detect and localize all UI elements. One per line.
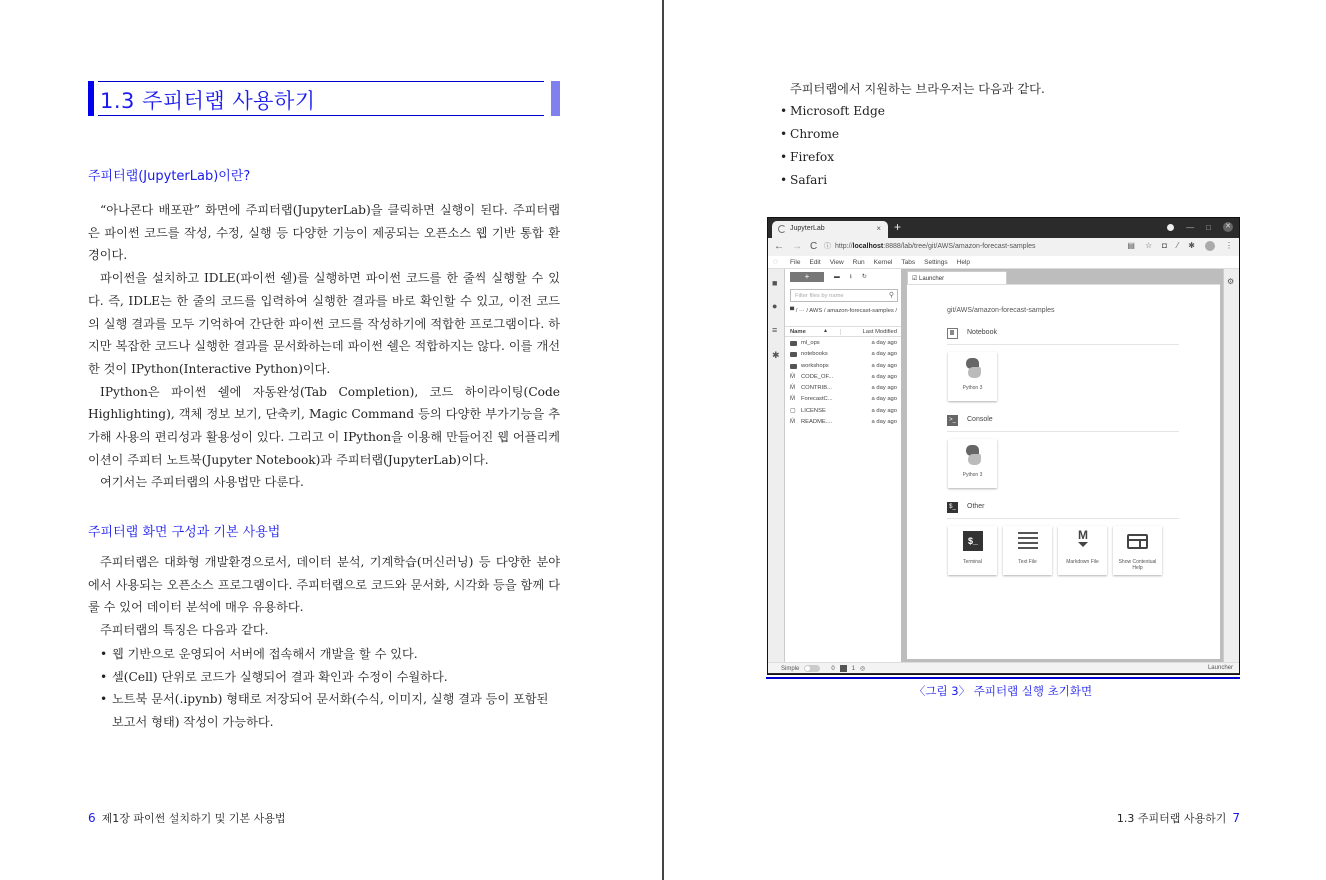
- reload-icon[interactable]: C: [810, 241, 818, 252]
- column-name[interactable]: Name: [790, 329, 806, 335]
- status-active-tab: Launcher: [1207, 665, 1233, 671]
- list-item: • Firefox: [780, 146, 885, 169]
- console-cards: [948, 439, 997, 488]
- file-name: LICENSE: [801, 407, 826, 414]
- extension-icon[interactable]: ✱: [772, 350, 780, 360]
- paragraph: 주피터랩은 대화형 개발환경으로서, 데이터 분석, 기계학습(머신러닝) 등 다양한 분야에서 사용되는 오픈소스 프로그램이다. 주피터랩으로 코드와 문서화, 시각화 등을 함께 다룰 수 있어 데이터 분석에 매우 유용하다.: [88, 555, 560, 615]
- browser-tab[interactable]: [772, 221, 888, 238]
- running-icon[interactable]: ●: [772, 301, 778, 311]
- list-item: • Microsoft Edge: [780, 100, 885, 123]
- tab-launcher[interactable]: ☑ Launcher: [907, 271, 1007, 284]
- menu-view[interactable]: View: [829, 259, 844, 266]
- section-bar-left: [88, 81, 94, 116]
- paragraph: IPython은 파이썬 쉘에 자동완성(Tab Completion), 코드 하이라이팅(Code Highlighting), 객체 정보 보기, 단축키, Magic Command 등의 다양한 부가기능을 추가해 사용의 편리성과 활용성이 있다. 그리고 이 IPython을 이용해 만들어진 웹 어플리케이션이 주피터 노트북(Jupyter Notebook)과 주피터랩(JupyterLab)이다.: [88, 384, 560, 467]
- jupyterlab-screenshot: [767, 217, 1240, 675]
- browsers-intro: 주피터랩에서 지원하는 브라우저는 다음과 같다.: [790, 82, 1045, 96]
- launcher-cwd: git/AWS/amazon-forecast-samples: [947, 307, 1055, 314]
- translate-icon[interactable]: ▤: [1127, 241, 1135, 250]
- file-modified: a day ago: [871, 351, 897, 358]
- file-browser: [785, 269, 904, 662]
- list-item: • 웹 기반으로 운영되어 서버에 접속해서 개발을 할 수 있다.: [100, 643, 562, 666]
- card-label: Terminal: [963, 559, 982, 565]
- notebook-cards: [948, 352, 997, 401]
- terminal-status-icon[interactable]: [840, 665, 847, 672]
- section-label: Notebook: [967, 329, 997, 336]
- star-icon[interactable]: ☆: [1144, 241, 1153, 250]
- new-folder-icon[interactable]: ▬: [834, 274, 840, 280]
- menu-kernel[interactable]: Kernel: [873, 259, 893, 266]
- kernel-count: 1: [851, 665, 856, 672]
- filter-placeholder: Filter files by name: [795, 293, 844, 299]
- page-footer-right: [1117, 810, 1240, 826]
- markdown-file-icon: Ṁ: [790, 419, 795, 426]
- url-host: localhost: [852, 243, 884, 250]
- notebook-icon: [947, 328, 958, 339]
- info-icon: ⓘ: [824, 243, 831, 250]
- file-name: CODE_OF...: [801, 373, 834, 380]
- figure-caption: 〈그림 3〉 주피터랩 실행 초기화면: [913, 684, 1093, 698]
- folder-icon: [790, 341, 797, 346]
- file-name: CONTRIB...: [801, 385, 832, 392]
- console-python3-card[interactable]: [948, 439, 997, 488]
- caption-rule: [766, 677, 1240, 679]
- file-modified: a day ago: [871, 385, 897, 392]
- launcher-panel: [907, 284, 1220, 659]
- main-dock-area: [904, 269, 1225, 662]
- extensions-icon[interactable]: ✱: [1188, 241, 1195, 250]
- upload-icon[interactable]: ⭳: [849, 274, 852, 280]
- close-tab-icon[interactable]: ×: [876, 224, 881, 233]
- subhead-layout-basics: 주피터랩 화면 구성과 기본 사용법: [88, 525, 281, 540]
- terminal-count: 0: [831, 665, 835, 672]
- file-list-header: [785, 326, 901, 337]
- menu-items: [790, 259, 970, 266]
- eyedropper-icon[interactable]: ⁄: [1176, 241, 1179, 250]
- browser-list: [780, 100, 885, 192]
- contextual-help-icon: [1127, 534, 1148, 549]
- browser-tab-bar: [768, 218, 1239, 238]
- markdown-file-icon: Ṁ: [790, 373, 795, 380]
- file-name: ForecastC...: [801, 396, 833, 403]
- running-title: 1.3 주피터랩 사용하기: [1116, 812, 1227, 825]
- jupyter-logo-icon: ◌: [773, 257, 778, 266]
- python-logo-icon: [963, 445, 983, 465]
- column-last-modified[interactable]: Last Modified: [840, 329, 897, 335]
- section-rule-bottom: [98, 115, 544, 116]
- subhead-what-is-jupyterlab: 주피터랩(JupyterLab)이란?: [88, 169, 251, 184]
- simple-mode-label: Simple: [781, 665, 800, 672]
- file-name: README....: [801, 419, 833, 426]
- menu-run[interactable]: Run: [852, 259, 865, 266]
- file-name: notebooks: [801, 351, 828, 358]
- list-item: • Safari: [780, 169, 885, 192]
- sort-icon: ▴: [824, 328, 827, 334]
- file-row[interactable]: [785, 362, 901, 373]
- camera-icon[interactable]: ◘: [1162, 241, 1167, 250]
- breadcrumb[interactable]: ▀ / ··· / AWS / amazon-forecast-samples /: [790, 308, 897, 314]
- address-bar-icons: [1127, 241, 1233, 251]
- notebook-python3-card[interactable]: [948, 352, 997, 401]
- terminal-card[interactable]: [948, 526, 997, 575]
- right-sidebar-rail: [1223, 269, 1239, 662]
- tab-launcher-label: Launcher: [919, 276, 945, 282]
- file-row[interactable]: [785, 373, 901, 384]
- body-block-2: [88, 551, 560, 642]
- feature-list: [100, 643, 562, 734]
- section-header: [88, 81, 560, 116]
- minimize-icon[interactable]: —: [1186, 222, 1195, 232]
- status-bar: [768, 662, 1239, 673]
- card-label: Python 3: [962, 472, 983, 478]
- property-inspector-icon[interactable]: ⚙: [1227, 277, 1235, 286]
- folder-icon: [790, 352, 797, 357]
- other-cards: [948, 526, 1162, 575]
- section-title: 1.3 주피터랩 사용하기: [100, 89, 316, 113]
- file-row[interactable]: [785, 407, 901, 418]
- menu-tabs[interactable]: Tabs: [901, 259, 916, 266]
- status-left: [781, 665, 865, 672]
- refresh-icon[interactable]: ↻: [861, 274, 867, 280]
- terminal-icon: $_: [947, 502, 958, 513]
- profile-avatar[interactable]: [1205, 241, 1215, 251]
- list-item: • 셀(Cell) 단위로 코드가 실행되어 결과 확인과 수정이 수월하다.: [100, 666, 562, 689]
- back-icon[interactable]: ←: [774, 241, 784, 252]
- file-row[interactable]: [785, 395, 901, 406]
- paragraph: 파이썬을 설치하고 IDLE(파이썬 쉘)를 실행하면 파이썬 코드를 한 줄씩 실행할 수 있다. 즉, IDLE는 한 줄의 코드를 입력하여 실행한 결과를 바로 확인할 수 있고, 이전 코드의 실행 결과를 모두 기억하여 간단한 파이썬 코드를 작성하기에 적합한 프로그램이다. 하지만 복잡한 코드나 실행한 결과를 문서화하는데 파이썬 쉘은 적합하지는 않다. 이를 개선한 것이 IPython(Interactive Python)이다.: [88, 271, 560, 376]
- launcher-section-console: [947, 412, 1179, 432]
- simple-mode-toggle[interactable]: [804, 665, 820, 672]
- loading-icon: [778, 225, 786, 233]
- card-label: Show Contextual Help: [1118, 559, 1157, 571]
- file-row[interactable]: [785, 418, 901, 429]
- record-icon[interactable]: [1167, 224, 1174, 231]
- markdown-file-icon: Ṁ: [790, 385, 795, 392]
- jupyter-menubar: [768, 256, 1239, 269]
- kernel-status-icon[interactable]: ◎: [860, 666, 866, 672]
- tab-title: JupyterLab: [790, 225, 825, 232]
- running-title: 제1장 파이썬 설치하기 및 기본 사용법: [101, 812, 286, 825]
- file-name: ml_ops: [801, 340, 820, 346]
- file-row[interactable]: [785, 339, 901, 350]
- file-modified: a day ago: [871, 419, 897, 426]
- list-item: • Chrome: [780, 123, 885, 146]
- left-page: [0, 0, 662, 880]
- file-modified: a day ago: [871, 396, 897, 403]
- window-controls: [1167, 222, 1233, 232]
- nav-buttons: [774, 241, 817, 252]
- launcher-section-notebook: [947, 325, 1179, 345]
- more-menu-icon[interactable]: ⋮: [1225, 241, 1233, 250]
- file-modified: a day ago: [871, 362, 897, 369]
- url-path: :8888/lab/tree/git/AWS/amazon-forecast-samples: [883, 243, 1036, 250]
- new-tab-button[interactable]: +: [894, 220, 902, 234]
- paragraph: 여기서는 주피터랩의 사용법만 다룬다.: [100, 475, 304, 490]
- page-footer-left: [88, 810, 286, 826]
- address-bar: [768, 238, 1239, 256]
- file-row[interactable]: [785, 350, 901, 361]
- left-sidebar-rail: [768, 269, 785, 662]
- file-modified: a day ago: [871, 373, 897, 380]
- breadcrumb-path: / ··· / AWS / amazon-forecast-samples /: [795, 308, 897, 314]
- forward-icon[interactable]: →: [792, 241, 802, 252]
- section-label: Console: [967, 416, 993, 423]
- folder-icon: [790, 364, 797, 369]
- console-icon: >_: [947, 415, 958, 426]
- section-bar-right: [551, 81, 560, 116]
- text-file-card[interactable]: [1003, 526, 1052, 575]
- page-number: 6: [88, 811, 96, 825]
- paragraph: “아나콘다 배포판” 화면에 주피터랩(JupyterLab)을 클릭하면 실행이 된다. 주피터랩은 파이썬 코드를 작성, 수정, 실행 등 다양한 기능이 제공되는 오픈소스 웹 기반 통합 환경이다.: [88, 203, 560, 263]
- maximize-icon[interactable]: □: [1206, 222, 1211, 232]
- section-rule-top: [98, 81, 544, 82]
- file-list: [785, 339, 901, 429]
- toc-icon[interactable]: ≡: [772, 325, 778, 335]
- terminal-icon: $_: [963, 531, 983, 551]
- card-label: Python 3: [962, 385, 983, 391]
- text-file-icon: [1018, 532, 1038, 552]
- jupyterlab-workspace: [768, 269, 1239, 662]
- launcher-section-other: [947, 499, 1179, 519]
- file-icon: ▢: [790, 407, 796, 414]
- markdown-file-card[interactable]: [1058, 526, 1107, 575]
- menu-edit[interactable]: Edit: [809, 259, 821, 266]
- page-number: 7: [1232, 811, 1240, 825]
- menu-file[interactable]: File: [790, 259, 801, 266]
- card-label: Markdown File: [1066, 559, 1099, 565]
- card-label: Text File: [1018, 559, 1037, 565]
- file-name: workshops: [801, 362, 829, 369]
- list-item: • 노트북 문서(.ipynb) 형태로 저장되어 문서화(수식, 이미지, 실행 결과 등이 포함된 보고서 형태) 작성이 가능하다.: [100, 688, 562, 733]
- new-launcher-button[interactable]: +: [790, 272, 824, 282]
- menu-help[interactable]: Help: [956, 259, 971, 266]
- python-logo-icon: [963, 358, 983, 378]
- markdown-icon: M: [1073, 529, 1093, 547]
- body-block-1: [88, 199, 560, 494]
- url-input[interactable]: [820, 240, 1140, 254]
- filter-files-input[interactable]: [790, 289, 898, 302]
- file-modified: a day ago: [871, 407, 897, 414]
- search-icon: ⚲: [888, 292, 894, 299]
- file-modified: a day ago: [871, 340, 897, 346]
- paragraph: 주피터랩의 특징은 다음과 같다.: [100, 623, 269, 638]
- close-window-icon[interactable]: ✕: [1223, 222, 1233, 232]
- folder-icon[interactable]: ■: [772, 278, 778, 288]
- contextual-help-card[interactable]: [1113, 526, 1162, 575]
- right-page: [664, 0, 1326, 880]
- menu-settings[interactable]: Settings: [924, 259, 948, 266]
- markdown-file-icon: Ṁ: [790, 396, 795, 403]
- file-row[interactable]: [785, 384, 901, 395]
- section-label: Other: [967, 503, 985, 510]
- file-browser-toolbar: [790, 272, 867, 282]
- url-prefix: http://: [835, 243, 853, 250]
